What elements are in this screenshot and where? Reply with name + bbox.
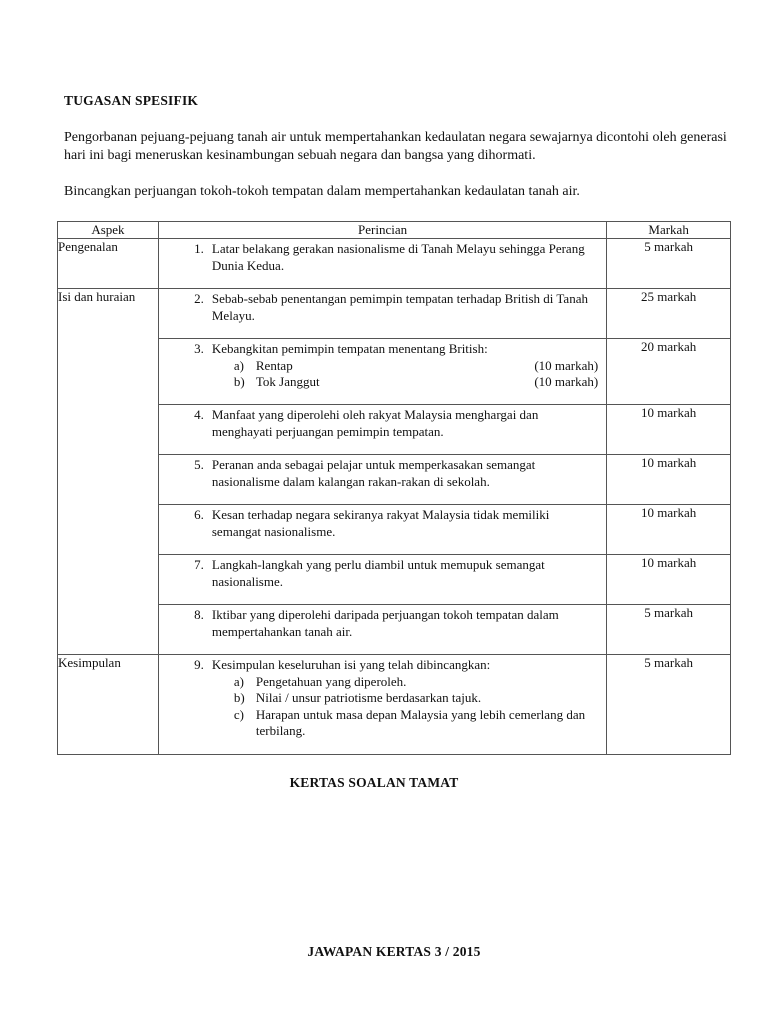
sub-label: Tok Janggut [255,374,320,389]
marks-value: 10 markah [641,505,697,520]
detail-cell [158,555,606,605]
detail-cell [158,239,606,289]
item-text: Kesimpulan keseluruhan isi yang telah dibincangkan: [211,657,491,672]
item-text: Langkah-langkah yang perlu diambil untuk memupuk semangat nasionalisme. [211,557,545,589]
table-row [58,505,731,555]
item-number: 9. [194,657,204,672]
marks-value: 20 markah [641,339,697,354]
marks-value: 25 markah [641,289,697,304]
marks-cell [607,655,731,755]
marks-cell [607,405,731,455]
sub-label: Rentap [255,357,293,373]
sub-item [212,374,598,391]
item-text: Iktibar yang diperolehi daripada perjuangan tokoh tempatan dalam mempertahankan tanah air. [211,607,559,639]
page-title: TUGASAN SPESIFIK [64,93,199,108]
table-row [58,339,731,405]
marks-value: 10 markah [641,455,697,470]
item-text: Latar belakang gerakan nasionalisme di Tanah Melayu sehingga Perang Dunia Kedua. [211,241,585,273]
detail-cell [158,605,606,655]
header-markah: Markah [607,222,731,239]
sub-label: Nilai / unsur patriotisme berdasarkan tajuk. [255,690,482,705]
table-row [58,605,731,655]
aspect-cell: Isi dan huraian [58,289,159,655]
marks-value: 5 markah [644,655,693,670]
sub-marks: (10 markah) [534,357,599,373]
sub-letter: b) [233,374,245,389]
header-aspek: Aspek [58,222,159,239]
marks-cell [607,339,731,405]
detail-cell [158,405,606,455]
sub-item [212,707,598,740]
item-number: 8. [194,607,204,622]
item-text: Sebab-sebab penentangan pemimpin tempatan terhadap British di Tanah Melayu. [211,291,588,323]
end-of-paper-label: KERTAS SOALAN TAMAT [289,775,459,790]
item-number: 7. [194,557,204,572]
sub-item [212,690,598,707]
sub-item [212,358,598,375]
sub-marks: (10 markah) [534,374,599,389]
detail-cell [158,455,606,505]
marks-value: 10 markah [641,555,697,570]
sub-label: Harapan untuk masa depan Malaysia yang lebih cemerlang dan terbilang. [255,706,586,738]
sub-label: Pengetahuan yang diperoleh. [255,673,407,689]
sub-letter: a) [233,673,244,689]
sub-letter: a) [233,357,244,373]
item-text: Kebangkitan pemimpin tempatan menentang British: [211,341,488,356]
table-row [58,555,731,605]
table-row [58,405,731,455]
aspect-cell: Kesimpulan [58,655,159,755]
item-number: 3. [194,341,204,356]
table-header-row [58,222,731,239]
task-paragraph: Bincangkan perjuangan tokoh-tokoh tempatan dalam mempertahankan kedaulatan tanah air. [64,184,580,199]
table-row [58,455,731,505]
item-number: 6. [194,507,204,522]
sub-letter: b) [233,690,245,705]
sub-letter: c) [233,706,244,722]
table-row [58,289,731,339]
answer-section-title: JAWAPAN KERTAS 3 / 2015 [307,944,481,959]
marks-value: 5 markah [644,605,693,620]
item-number: 4. [194,407,204,422]
marks-cell [607,455,731,505]
detail-cell [158,289,606,339]
item-number: 2. [194,291,204,306]
table-row [58,655,731,755]
marks-value: 10 markah [641,405,697,420]
marks-value: 5 markah [644,239,693,254]
aspect-cell: Pengenalan [58,239,159,289]
item-number: 1. [194,241,204,256]
item-text: Kesan terhadap negara sekiranya rakyat Malaysia tidak memiliki semangat nasionalisme. [211,507,550,539]
item-number: 5. [194,457,204,472]
marks-cell [607,555,731,605]
detail-cell [158,655,606,755]
rubric-table [57,221,731,755]
sub-item [212,674,598,691]
table-row [58,239,731,289]
marks-cell [607,239,731,289]
detail-cell [158,505,606,555]
item-text: Peranan anda sebagai pelajar untuk memperkasakan semangat nasionalisme dalam kalangan rakan-rakan di sekolah. [211,457,536,489]
intro-paragraph: Pengorbanan pejuang-pejuang tanah air untuk mempertahankan kedaulatan negara sewajarnya dicontohi oleh generasi hari ini bagi meneruskan kesinambungan sebuah negara dan bangsa yang dihormati. [64,130,727,163]
marks-cell [607,605,731,655]
item-text: Manfaat yang diperolehi oleh rakyat Malaysia menghargai dan menghayati perjuangan pemimpin tempatan. [211,407,539,439]
marks-cell [607,289,731,339]
detail-cell [158,339,606,405]
marks-cell [607,505,731,555]
header-perincian: Perincian [158,222,606,239]
